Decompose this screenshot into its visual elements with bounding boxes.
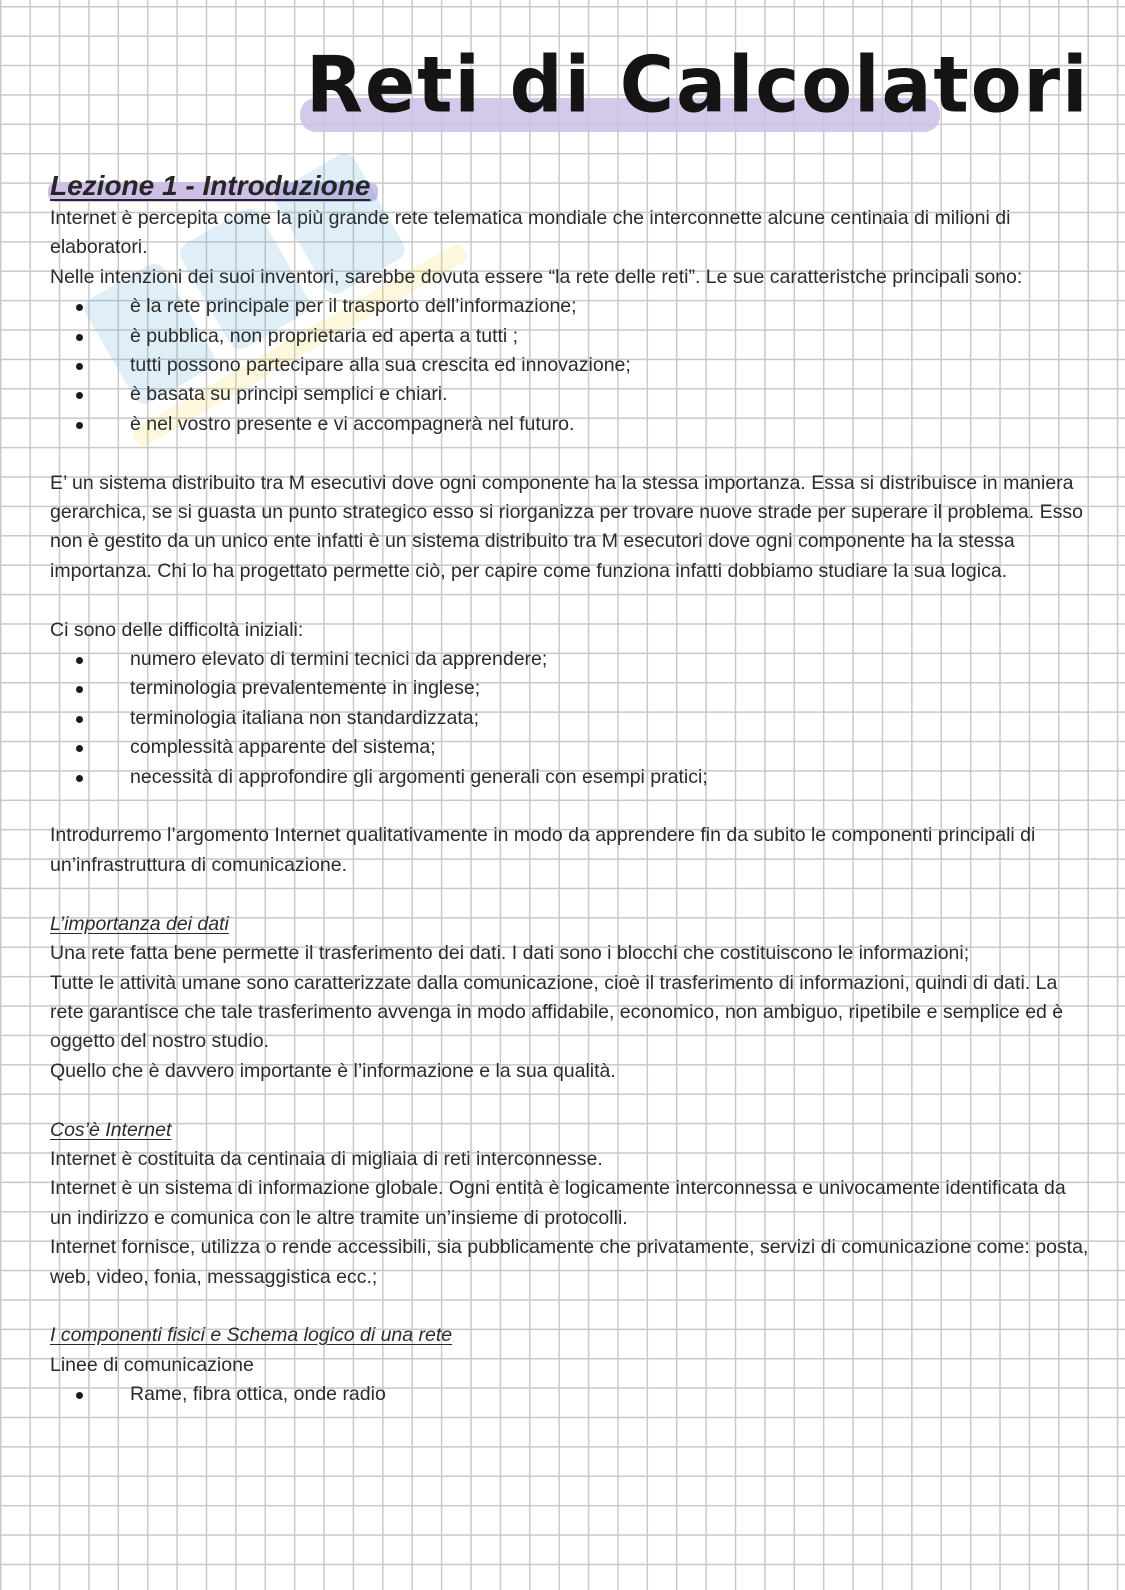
list-item: è nel vostro presente e vi accompagnerà nel futuro. [50, 410, 1090, 439]
lesson-heading-text: Lezione 1 - Introduzione [50, 170, 371, 201]
components-list [50, 1380, 1090, 1409]
data-paragraph-2: Tutte le attività umane sono caratterizzate dalla comunicazione, cioè il trasferimento di informazioni, quindi di dati. La rete garantisce che tale trasferimento avvenga in modo affidabile, economico, non ambiguo, ripetibile e semplice ed è oggetto del nostro studio. [50, 971, 1064, 1053]
list-item: è pubblica, non proprietaria ed aperta a tutti ; [50, 322, 1090, 351]
difficulties-intro: Ci sono delle difficoltà iniziali: [50, 618, 304, 641]
features-list [50, 292, 1090, 439]
internet-paragraph-1: Internet è costituita da centinaia di migliaia di reti interconnesse. [50, 1147, 603, 1170]
data-paragraph-1: Una rete fatta bene permette il trasferimento dei dati. I dati sono i blocchi che costituiscono le informazioni; [50, 942, 970, 965]
difficulties-list [50, 645, 1090, 792]
page-title: Reti di Calcolatori [306, 39, 1090, 131]
internet-paragraph-3: Internet fornisce, utilizza o rende accessibili, sia pubblicamente che privatamente, servizi di comunicazione come: posta, web, video, fonia, messaggistica ecc.; [50, 1236, 1089, 1288]
section-heading-components: I componenti fisici e Schema logico di una rete [50, 1324, 453, 1347]
data-paragraph-3: Quello che è davvero importante è l’informazione e la sua qualità. [50, 1059, 616, 1082]
list-item: necessità di approfondire gli argomenti generali con esempi pratici; [50, 763, 1090, 792]
list-item: è basata su principi semplici e chiari. [50, 380, 1090, 409]
list-item: tutti possono partecipare alla sua crescita ed innovazione; [50, 351, 1090, 380]
list-item: è la rete principale per il trasporto dell’informazione; [50, 292, 1090, 321]
list-item: complessità apparente del sistema; [50, 733, 1090, 762]
intro-paragraph-2: Nelle intenzioni dei suoi inventori, sarebbe dovuta essere “la rete delle reti”. Le sue caratteristche principali sono: [50, 265, 1023, 288]
notes-content [50, 168, 1090, 1410]
introduce-paragraph: Introdurremo l’argomento Internet qualitativamente in modo da apprendere fin da subito le componenti principali di un’infrastruttura di comunicazione. [50, 824, 1036, 876]
section-heading-data: L’importanza dei dati [50, 912, 229, 935]
distributed-paragraph: E’ un sistema distribuito tra M esecutivi dove ogni componente ha la stessa importanza. Essa si distribuisce in maniera gerarchica, se si guasta un punto strategico esso si riorganizza per trovare nuove strade per superare il problema. Esso non è gestito da un unico ente infatti è un sistema distribuito tra M esecutori dove ogni componente ha la stessa importanza. Chi lo ha progettato permette ciò, per capire come funziona infatti dobbiamo studiare la sua logica. [50, 471, 1083, 582]
list-item: terminologia italiana non standardizzata; [50, 704, 1090, 733]
intro-paragraph-1: Internet è percepita come la più grande rete telematica mondiale che interconnette alcune centinaia di milioni di elaboratori. [50, 207, 1011, 259]
page-title-block [250, 39, 1090, 150]
list-item: numero elevato di termini tecnici da apprendere; [50, 645, 1090, 674]
section-heading-internet: Cos’è Internet [50, 1118, 172, 1141]
list-item: Rame, fibra ottica, onde radio [50, 1380, 1090, 1409]
list-item: terminologia prevalentemente in inglese; [50, 674, 1090, 703]
components-line: Linee di comunicazione [50, 1353, 254, 1376]
lesson-heading [50, 168, 1090, 204]
internet-paragraph-2: Internet è un sistema di informazione globale. Ogni entità è logicamente interconnessa e univocamente identificata da un indirizzo e comunica con le altre tramite un’insieme di protocolli. [50, 1177, 1066, 1229]
